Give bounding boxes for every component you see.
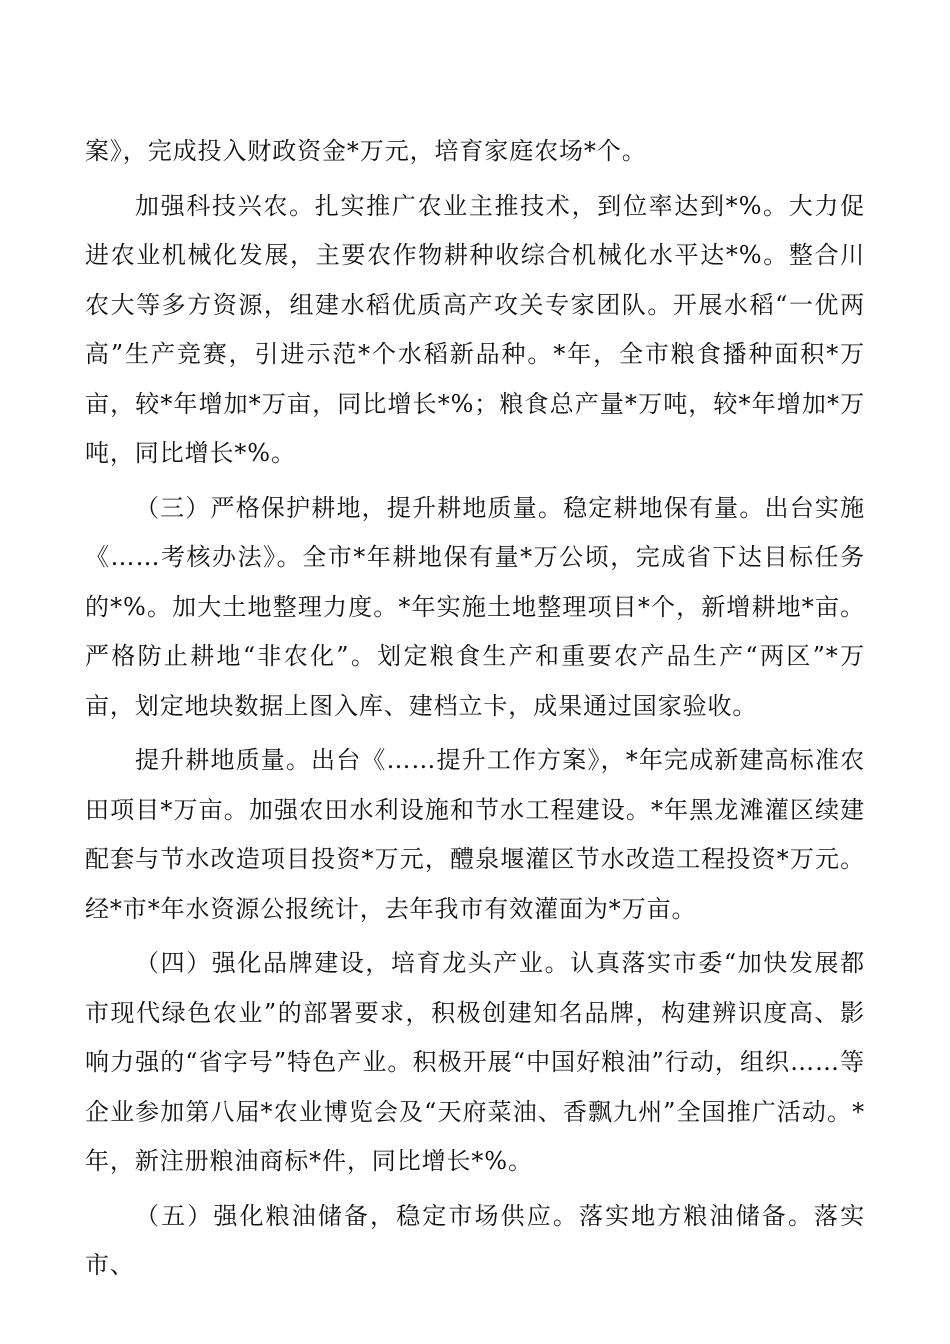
paragraph-land-quality: 提升耕地质量。出台《……提升工作方案》，*年完成新建高标准农田项目*万亩。加强农田水利设施和节水工程建设。*年黑龙滩灌区续建配套与节水改造项目投资*万元，醴泉堰灌区节水改造工程投资*万元。经*市*年水资源公报统计，去年我市有效灌面为*万亩。 [85,746,865,923]
paragraph-tech-agriculture: 加强科技兴农。扎实推广农业主推技术，到位率达到*%。大力促进农业机械化发展，主要农作物耕种收综合机械化水平达*%。整合川农大等多方资源，组建水稻优质高产攻关专家团队。开展水稻“一优两高”生产竞赛，引进示范*个水稻新品种。*年，全市粮食播种面积*万亩，较*年增加*万亩，同比增长*%；粮食总产量*万吨，较*年增加*万吨，同比增长*%。 [85,191,865,467]
paragraph-section-four: （四）强化品牌建设，培育龙头产业。认真落实市委“加快发展都市现代绿色农业”的部署要求，积极创建知名品牌，构建辨识度高、影响力强的“省字号”特色产业。积极开展“中国好粮油”行动，组织……等企业参加第八届*农业博览会及“天府菜油、香飘九州”全国推广活动。*年，新注册粮油商标*件，同比增长*%。 [85,949,865,1175]
paragraph-continuation: 案》，完成投入财政资金*万元，培育家庭农场*个。 [85,137,647,165]
paragraph-section-five: （五）强化粮油储备，稳定市场供应。落实地方粮油储备。落实市、 [85,1201,865,1279]
document-body [85,127,865,1296]
paragraph-section-three: （三）严格保护耕地，提升耕地质量。稳定耕地保有量。出台实施《……考核办法》。全市*年耕地保有量*万公顷，完成省下达目标任务的*%。加大土地整理力度。*年实施土地整理项目*个，新增耕地*亩。严格防止耕地“非农化”。划定粮食生产和重要农产品生产“两区”*万亩，划定地块数据上图入库、建档立卡，成果通过国家验收。 [85,493,865,720]
